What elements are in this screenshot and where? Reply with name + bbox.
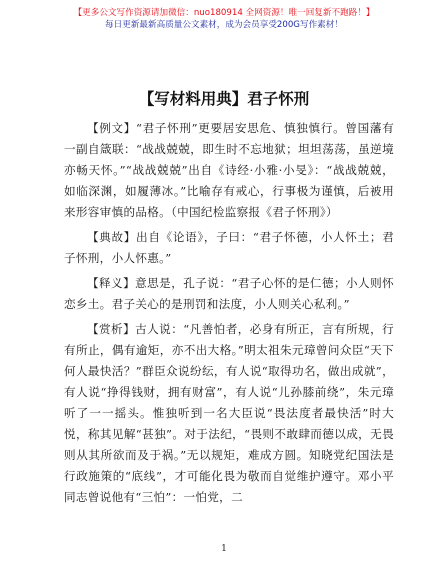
promo-line-red: 【更多公文写作资源请加微信：nuo180914 全网资源！唯一回复新不跑路！】 [73,8,375,18]
paragraph-interpretation: 【释义】意思是，孔子说：“君子心怀的是仁德；小人则怀恋乡土。君子关心的是刑罚和法度，小人则关心私利。” [64,276,394,311]
page-number: 1 [221,544,227,554]
document-title: 【写材料用典】君子怀刑 [138,90,310,108]
promo-banner [0,7,448,31]
paragraph-example: 【例文】“君子怀刑”更要居安思危、慎独慎行。曾国藩有一副自箴联：“战战兢兢，即生时不忘地狱；坦坦荡荡，虽逆境亦畅天怀。”“战战兢兢”出自《诗经·小雅·小旻》：“战战兢兢，如临深渊，如履薄冰。”比喻存有戒心，行事极为谨慎，后被用来形容审慎的品格。（中国纪检监察报《君子怀刑》） [64,121,394,219]
paragraph-appreciation: 【赏析】古人说：“凡善怕者，必身有所正，言有所规，行有所止，偶有逾矩，亦不出大格。”明太祖朱元璋曾问众臣“天下何人最快活？”群臣众说纷纭，有人说“取得功名，做出成就”，有人说“挣得钱财，拥有财富”，有人说“儿孙膝前绕”，朱元璋听了一一摇头。惟独听到一名大臣说“畏法度者最快活”时大悦，称其见解“甚独”。对于法纪，“畏则不敢肆而德以成，无畏则从其所欲而及于祸。”无以规矩，难成方圆。知晓党纪国法是行政施策的“底线”，才可能化畏为敬而自觉维护遵守。邓小平同志曾说他有“三怕”：一怕党，二 [64,322,394,504]
promo-line-blue: 每日更新最新高质量公文素材，成为会员享受200G写作素材！ [105,20,343,30]
paragraph-allusion: 【典故】出自《论语》，子曰：“君子怀德，小人怀土；君子怀刑，小人怀惠。” [64,230,394,265]
document-body [64,118,394,512]
